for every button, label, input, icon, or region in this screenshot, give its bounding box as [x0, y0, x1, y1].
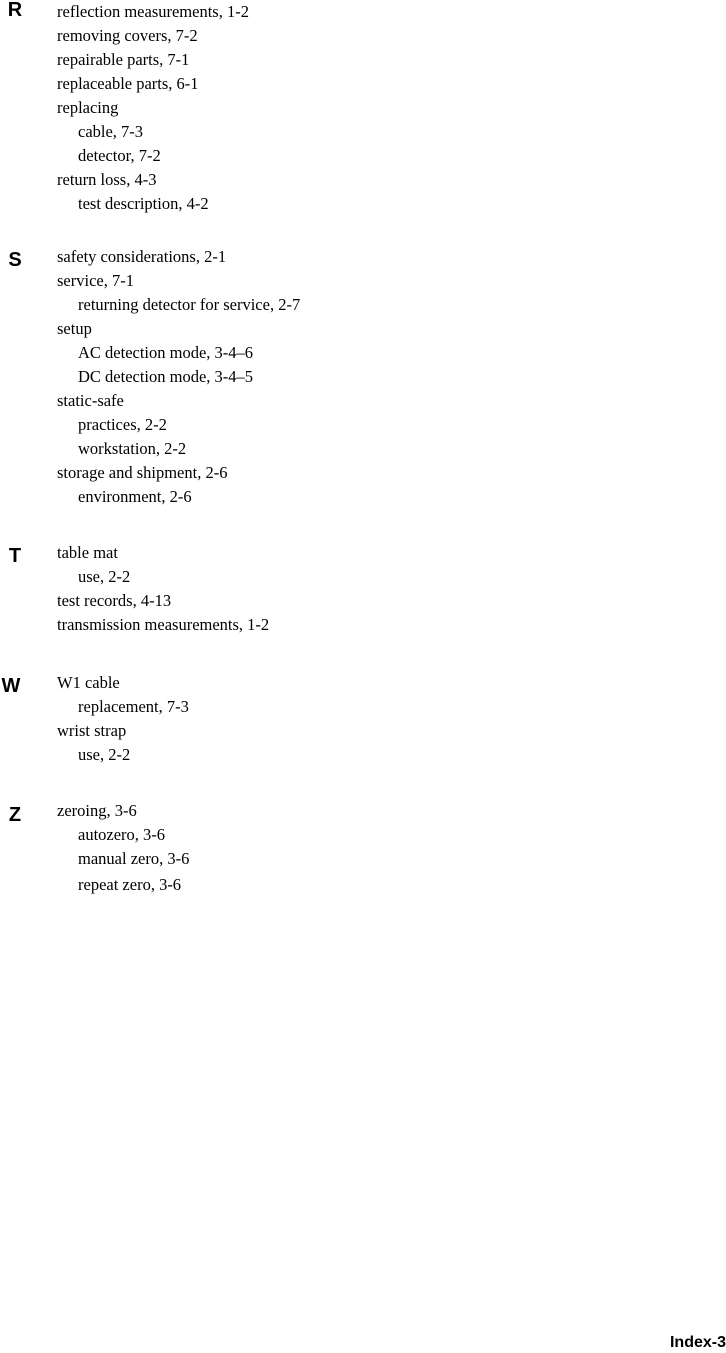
- index-subentry: returning detector for service, 2-7: [78, 295, 301, 314]
- index-subentry: cable, 7-3: [78, 122, 144, 141]
- index-subentry: use, 2-2: [78, 745, 131, 764]
- index-subentry: use, 2-2: [78, 567, 131, 586]
- index-entry: removing covers, 7-2: [57, 26, 198, 45]
- section-letter: S: [8, 249, 22, 271]
- index-subentry: detector, 7-2: [78, 146, 161, 165]
- index-subentry: DC detection mode, 3-4–5: [78, 367, 254, 386]
- index-entry: return loss, 4-3: [57, 170, 157, 189]
- entry-list: [57, 0, 249, 216]
- index-entry: storage and shipment, 2-6: [57, 463, 228, 482]
- index-entry: replacing: [57, 98, 119, 117]
- entry-list: [57, 671, 189, 767]
- index-entry: W1 cable: [57, 673, 120, 692]
- index-entry: replaceable parts, 6-1: [57, 74, 199, 93]
- index-entry: repairable parts, 7-1: [57, 50, 190, 69]
- section-letter: W: [1, 675, 21, 697]
- section-letter: R: [7, 0, 23, 21]
- entry-list: [57, 541, 269, 637]
- index-subentry: workstation, 2-2: [78, 439, 187, 458]
- section-letter: Z: [8, 804, 22, 826]
- page-number: Index-3: [669, 1334, 726, 1351]
- entry-list: [57, 245, 300, 509]
- index-entry: static-safe: [57, 391, 124, 410]
- index-subentry: manual zero, 3-6: [78, 849, 190, 868]
- index-entry: service, 7-1: [57, 271, 134, 290]
- index-subentry: autozero, 3-6: [78, 825, 166, 844]
- index-subentry: test description, 4-2: [78, 194, 209, 213]
- index-entry: safety considerations, 2-1: [57, 247, 227, 266]
- index-subentry: environment, 2-6: [78, 487, 192, 506]
- index-subentry: AC detection mode, 3-4–6: [78, 343, 254, 362]
- index-entry: transmission measurements, 1-2: [57, 615, 270, 634]
- index-subentry: practices, 2-2: [78, 415, 167, 434]
- index-entry: setup: [57, 319, 92, 338]
- index-entry: test records, 4-13: [57, 591, 172, 610]
- index-entry: wrist strap: [57, 721, 127, 740]
- index-subentry: replacement, 7-3: [78, 697, 189, 716]
- entry-list: [57, 799, 189, 897]
- index-entry: table mat: [57, 543, 118, 562]
- section-letter: T: [8, 545, 22, 567]
- index-subentry: repeat zero, 3-6: [78, 875, 182, 894]
- index-entry: zeroing, 3-6: [57, 801, 137, 820]
- index-entry: reflection measurements, 1-2: [57, 2, 249, 21]
